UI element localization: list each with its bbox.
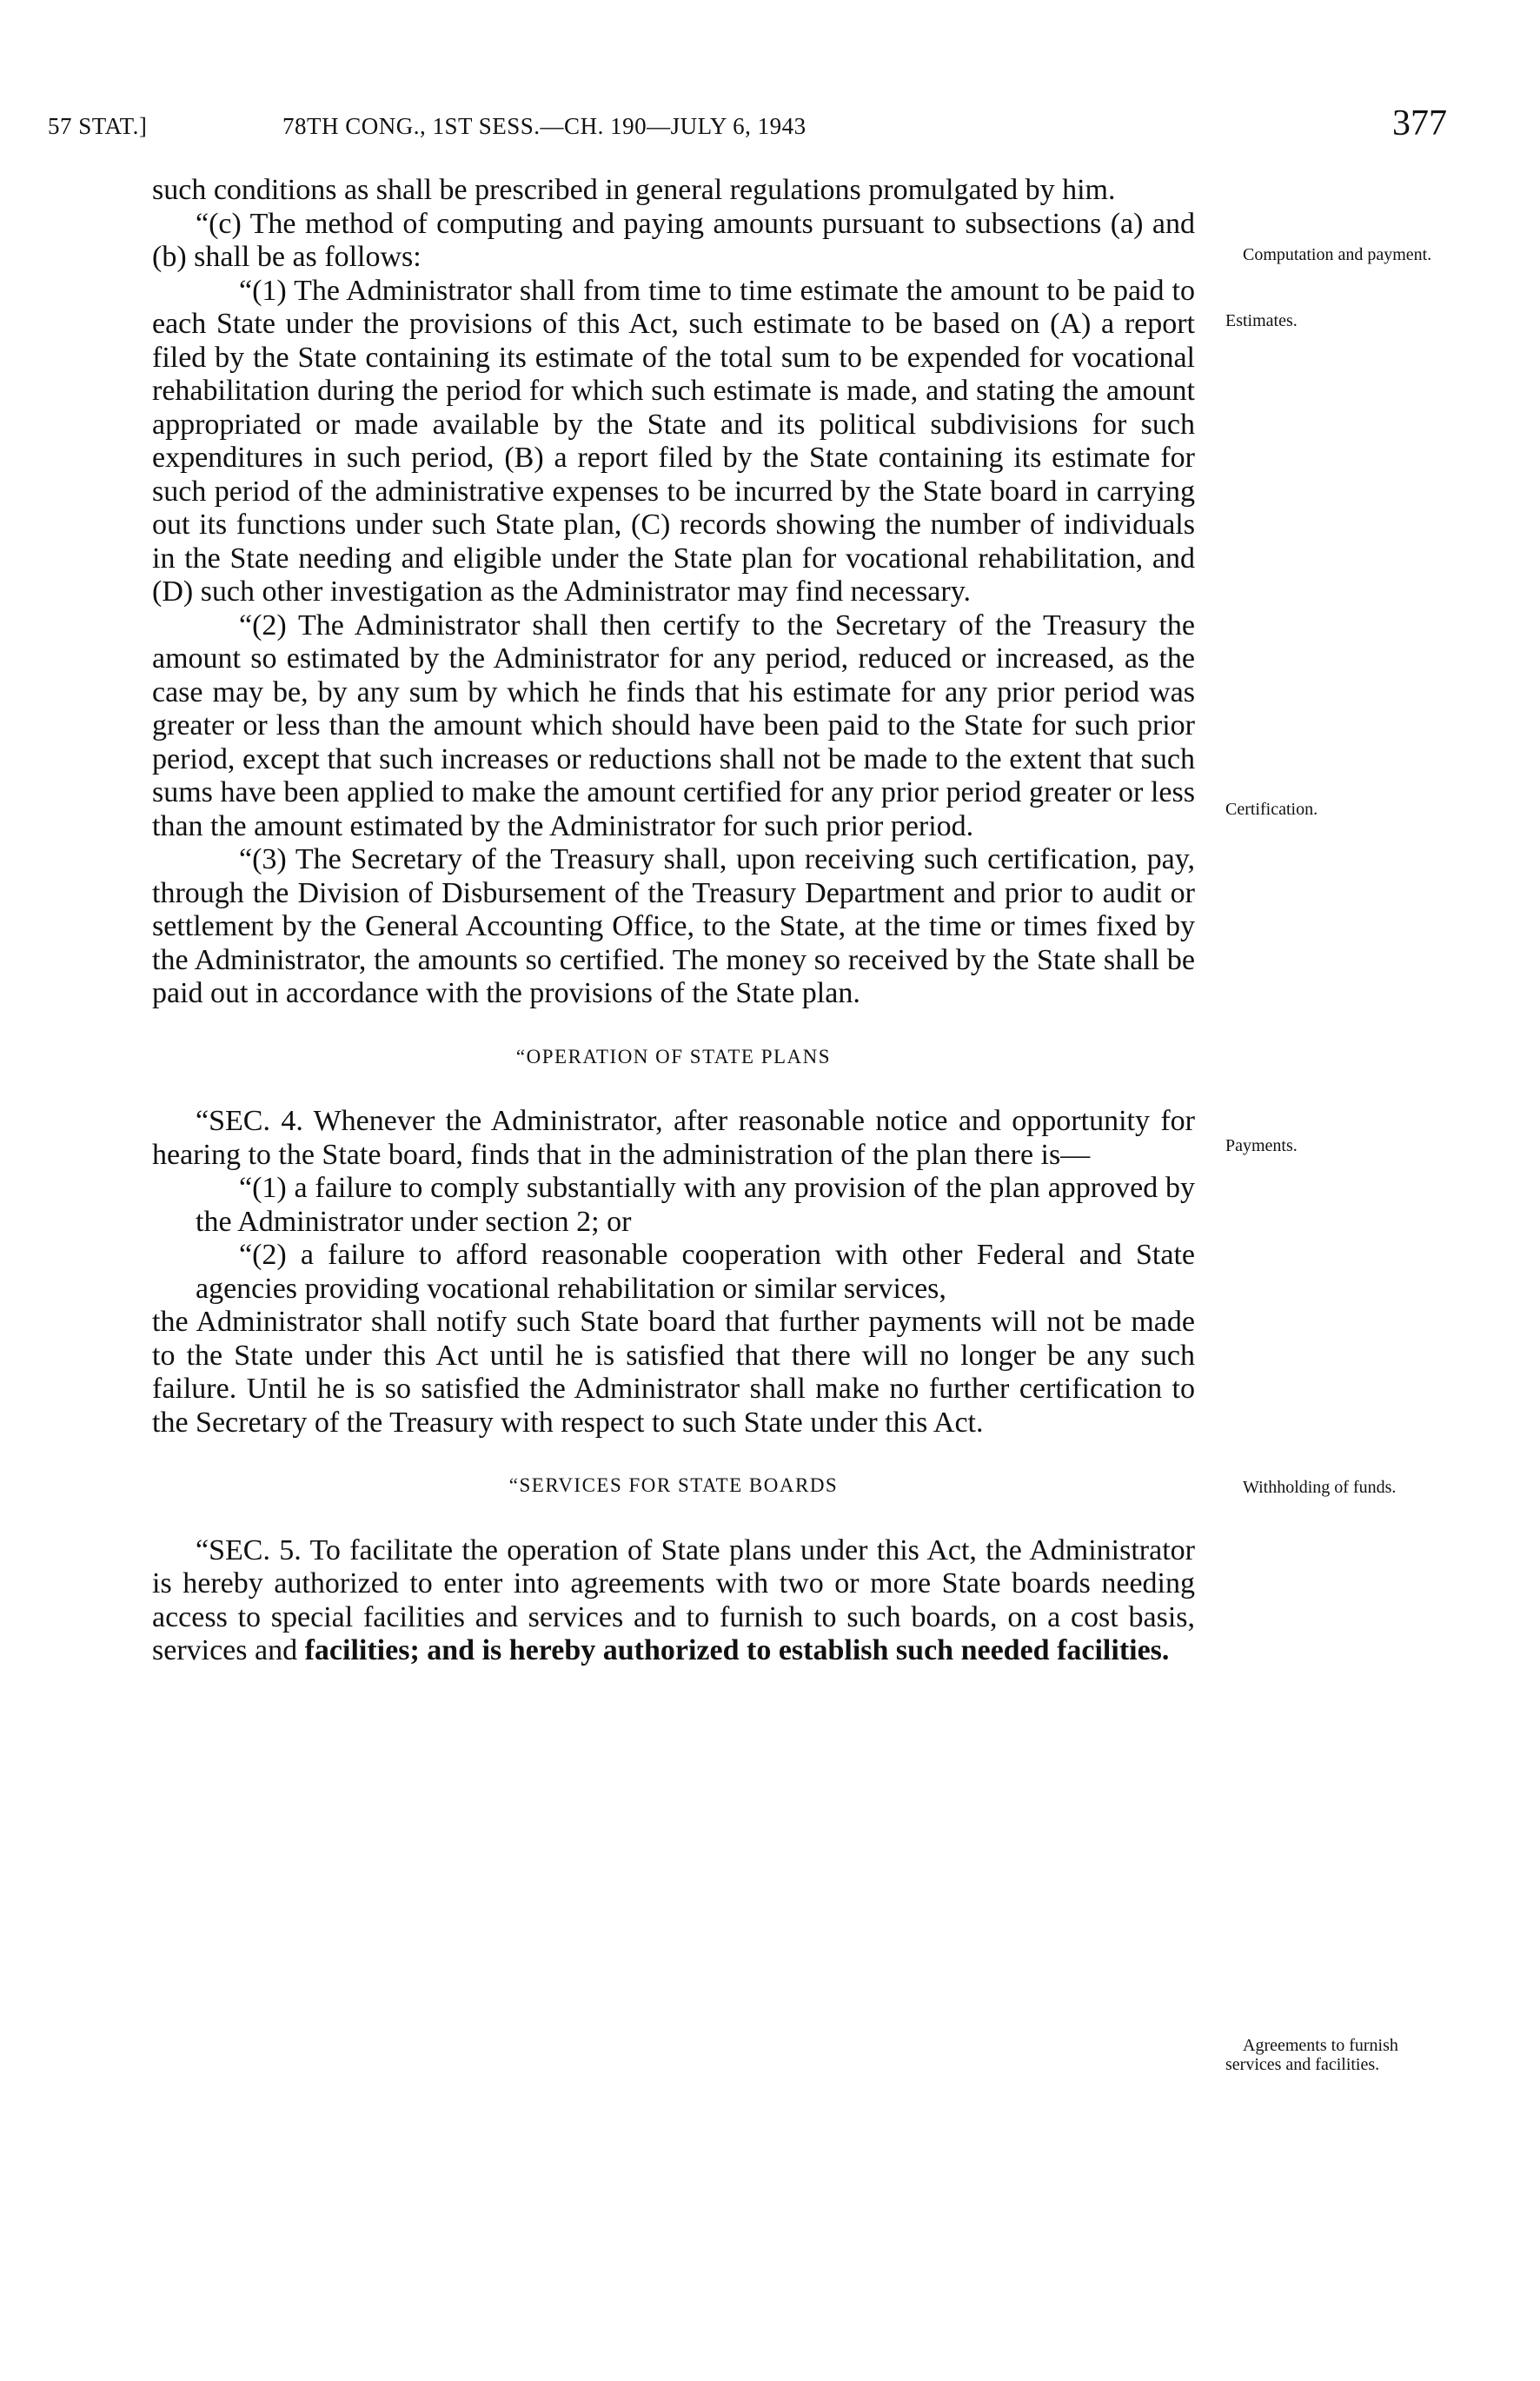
paragraph-item-2: “(2) The Administrator shall then certify to the Secretary of the Treasury the amount so estimated by the Administrator for any period, reduced or increased, as the case may be, by any sum by which he finds that his estimate for any prior period was greater or less than the amount which should have been paid to the State for such prior period, except that such increases or reductions shall not be made to the extent that such sums have been applied to make the amount certified for any prior period greater or less than the amount estimated by the Administrator for such prior period. [152, 609, 1195, 842]
paragraph-item-1: “(1) The Administrator shall from time to time estimate the amount to be paid to each State under the provisions of this Act, such estimate to be based on (A) a report filed by the State containing its estimate of the total sum to be expended for vocational rehabilitation during the period for which such estimate is made, and stating the amount appropriated or made available by the State and its political subdivisions for such expenditures in such period, (B) a report filed by the State containing its estimate for such period of the administrative expenses to be incurred by the State board in carrying out its functions under such State plan, (C) records showing the number of individuals in the State needing and eligible under the State plan for vocational rehabilitation, and (D) such other investigation as the Administrator may find necessary. [152, 274, 1195, 608]
page-number: 377 [1392, 103, 1447, 143]
page-header [48, 103, 1447, 155]
sec4-item-1: “(1) a failure to comply substantially with any provision of the plan approved by the Administrator under section 2; or [196, 1172, 1195, 1238]
sec4-close: the Administrator shall notify such State board that further payments will not be made to the State under this Act until he is satisfied that there will no longer be any such failure. Until he is so satisfied the Administrator shall make no further certification to the Secretary of the Treasury with respect to such State under this Act. [152, 1306, 1195, 1439]
margin-note-payments: Payments. [1225, 1136, 1298, 1155]
margin-note-estimates: Estimates. [1225, 311, 1298, 330]
paragraph-continuation: such conditions as shall be prescribed in general regulations promulgated by him. [152, 174, 1116, 206]
margin-note-agreements: Agreements to furnish services and facilities. [1225, 2036, 1398, 2074]
sec5-text [152, 1534, 1195, 1668]
sec4-intro: “SEC. 4. Whenever the Administrator, after reasonable notice and opportunity for hearing to the State board, finds that in the administration of the plan there is— [152, 1105, 1195, 1171]
margin-note-computation: Computation and payment. [1243, 245, 1432, 264]
body-text [152, 174, 1195, 1668]
sec4-item-2: “(2) a failure to afford reasonable cooperation with other Federal and State agencies providing vocational rehabilitation or similar services, [196, 1239, 1195, 1305]
margin-note-withholding: Withholding of funds. [1243, 1478, 1397, 1497]
section-heading-services: “SERVICES FOR STATE BOARDS [508, 1474, 839, 1496]
sec5-text-bold: facilities; and is hereby authorized to establish such needed facilities. [304, 1634, 1170, 1666]
paragraph-item-3: “(3) The Secretary of the Treasury shall, upon receiving such certification, pay, through the Division of Disbursement of the Treasury Department and prior to audit or settlement by the General Accounting Office, to the State, at the time or times fixed by the Administrator, the amounts so certified. The money so received by the State shall be paid out in accordance with the provisions of the State plan. [152, 843, 1195, 1009]
statute-reference: 57 STAT.] [48, 113, 148, 139]
sec5-text-normal: “SEC. 5. To facilitate the operation of State plans under this Act, the Administrator is hereby authorized to enter into agreements with two or more State boards needing access to special facilities and services and to furnish to such boards, on a cost basis, services and [152, 1533, 1195, 1666]
congress-session-line: 78TH CONG., 1ST SESS.—CH. 190—JULY 6, 1943 [282, 113, 807, 139]
margin-note-certification: Certification. [1225, 800, 1318, 819]
paragraph-subsection-c: “(c) The method of computing and paying amounts pursuant to subsections (a) and (b) shall be as follows: [152, 207, 1195, 273]
section-heading-operation: “OPERATION OF STATE PLANS [515, 1045, 832, 1067]
